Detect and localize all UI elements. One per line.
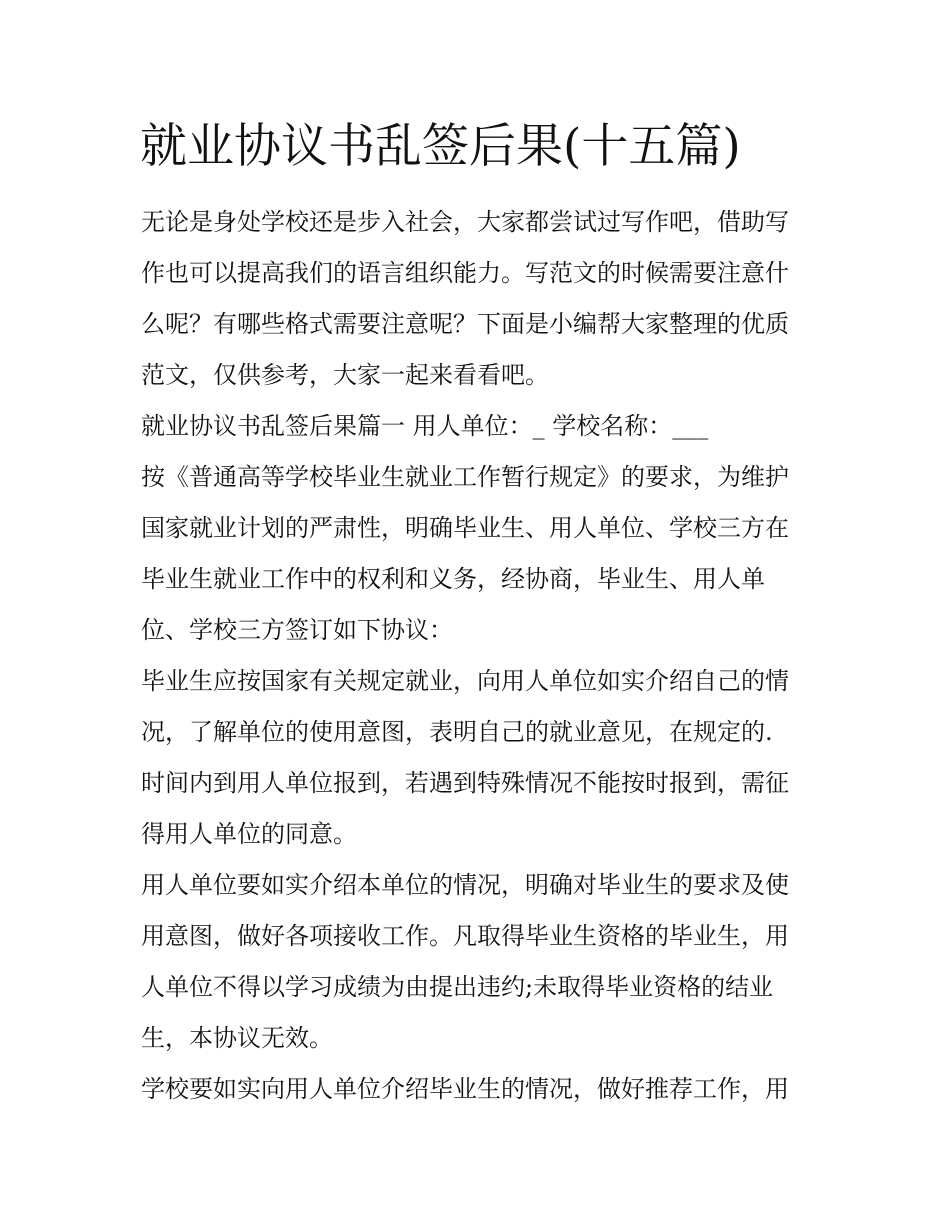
body-line: 按《普通高等学校毕业生就业工作暂行规定》的要求，为维护 (141, 463, 789, 491)
body-line: 作也可以提高我们的语言组织能力。写范文的时候需要注意什 (141, 259, 789, 287)
body-line: 况，了解单位的使用意图，表明自己的就业意见，在规定的. (141, 718, 773, 746)
body-line: 范文，仅供参考，大家一起来看看吧。 (141, 361, 549, 389)
body-line: 用人单位要如实介绍本单位的情况，明确对毕业生的要求及使 (141, 871, 789, 899)
body-line: 么呢？有哪些格式需要注意呢？下面是小编帮大家整理的优质 (141, 310, 789, 338)
body-line: 毕业生应按国家有关规定就业，向用人单位如实介绍自己的情 (141, 667, 789, 695)
body-line: 毕业生就业工作中的权利和义务，经协商，毕业生、用人单 (141, 565, 765, 593)
body-line: 用意图，做好各项接收工作。凡取得毕业生资格的毕业生，用 (141, 922, 789, 950)
body-line: 生，本协议无效。 (141, 1024, 333, 1052)
body-line: 无论是身处学校还是步入社会，大家都尝试过写作吧，借助写 (141, 208, 789, 236)
section-heading-line: 就业协议书乱签后果篇一 用人单位：_ 学校名称：___ (141, 412, 709, 440)
body-line: 位、学校三方签订如下协议： (141, 616, 453, 644)
document-title: 就业协议书乱签后果(十五篇) (140, 119, 741, 174)
body-line: 国家就业计划的严肃性，明确毕业生、用人单位、学校三方在 (141, 514, 789, 542)
body-line: 人单位不得以学习成绩为由提出违约;未取得毕业资格的结业 (141, 973, 774, 1001)
body-line: 时间内到用人单位报到，若遇到特殊情况不能按时报到，需征 (141, 769, 789, 797)
document-body (141, 197, 821, 1115)
body-line: 得用人单位的同意。 (141, 820, 357, 848)
body-line: 学校要如实向用人单位介绍毕业生的情况，做好推荐工作，用 (141, 1075, 789, 1103)
